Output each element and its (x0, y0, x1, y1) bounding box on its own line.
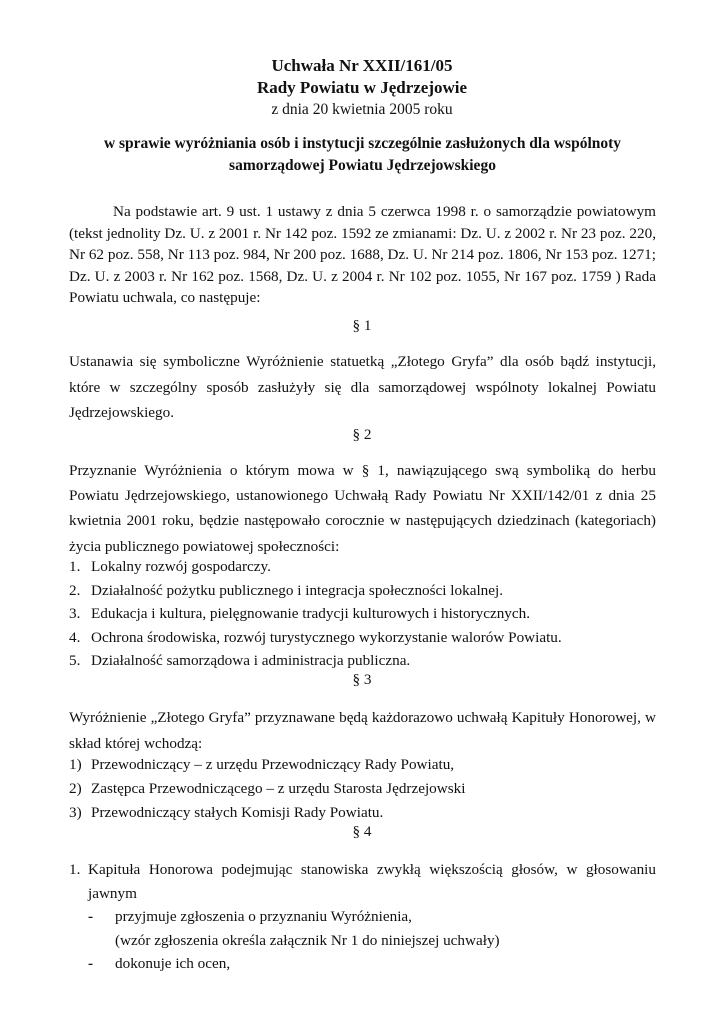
dash-bullet: - (88, 908, 94, 925)
item-number: 4. (69, 628, 81, 646)
list-item (69, 753, 656, 777)
item-text: Działalność pożytku publicznego i integracja społeczności lokalnej. (91, 581, 504, 599)
item-number: 3. (69, 605, 81, 622)
item-number: 1) (69, 756, 82, 773)
resolution-date: z dnia 20 kwietnia 2005 roku (271, 101, 453, 118)
list-item (69, 801, 656, 825)
item-text: Przewodniczący – z urzędu Przewodniczący Rady Powiatu, (91, 756, 455, 773)
item-text: Przewodniczący stałych Komisji Rady Powiatu. (91, 803, 384, 821)
list-item (69, 777, 656, 801)
list-item (69, 858, 656, 976)
list-item (69, 602, 656, 626)
subject-line-1: w sprawie wyróżniania osób i instytucji szczególnie zasłużonych dla wspólnoty (103, 135, 622, 152)
section-1-sign: § 1 (352, 317, 372, 334)
item-text: Lokalny rozwój gospodarczy. (91, 558, 271, 575)
item-text: Działalność samorządowa i administracja publiczna. (91, 652, 411, 669)
chapter-members-list (69, 753, 656, 824)
resolution-number: Uchwała Nr XXII/161/05 (271, 56, 453, 75)
section-2-sign: § 2 (352, 426, 372, 443)
item-text: Edukacja i kultura, pielęgnowanie tradycji kulturowych i historycznych. (91, 605, 531, 622)
subject-line-2: samorządowej Powiatu Jędrzejowskiego (229, 157, 496, 174)
sub-item (88, 905, 656, 952)
item-number: 5. (69, 652, 81, 669)
categories-list (69, 555, 656, 673)
duties-list (88, 905, 656, 976)
section-2-text: Przyznanie Wyróżnienia o którym mowa w § 1, nawiązującego swą symboliką do herbu Powiatu Jędrzejowskiego, ustanowionego Uchwałą Rady Powiatu Nr XXII/142/01 z dnia 25 kwietnia 2001 roku, będzie następowało corocznie w następujących dziedzinach (kategoriach) życia publicznego powiatowej społeczności: (69, 462, 656, 555)
legal-basis: Na podstawie art. 9 ust. 1 ustawy z dnia 5 czerwca 1998 r. o samorządzie powiatowym (tekst jednolity Dz. U. z 2001 r. Nr 142 poz. 1592 ze zmianami: Dz. U. z 2002 r. Nr 23 poz. 220, Nr 62 poz. 558, Nr 113 poz. 984, Nr 200 poz. 1688, Dz. U. Nr 214 poz. 1806, Nr 153 poz. 1271; Dz. U. z 2003 r. Nr 162 poz. 1568, Dz. U. z 2004 r. Nr 102 poz. 1055, Nr 167 poz. 1759 ) Rada Powiatu uchwala, co następuje: (69, 203, 656, 306)
section-4-list (69, 858, 656, 976)
section-3-sign: § 3 (352, 671, 372, 688)
sub-item-line-2: (wzór zgłoszenia określa załącznik Nr 1 do niniejszej uchwały) (115, 931, 500, 949)
list-item (69, 649, 656, 673)
list-item (69, 626, 656, 650)
item-text: Zastępca Przewodniczącego – z urzędu Starosta Jędrzejowski (91, 779, 466, 797)
item-number: 1. (69, 558, 81, 575)
item-text: Ochrona środowiska, rozwój turystycznego wykorzystanie walorów Powiatu. (91, 628, 562, 646)
section-3-text: Wyróżnienie „Złotego Gryfa” przyznawane będą każdorazowo uchwałą Kapituły Honorowej, w skład której wchodzą: (69, 709, 656, 752)
sub-item (88, 952, 656, 976)
item-number: 2. (69, 581, 81, 599)
item-text: Kapituła Honorowa podejmując stanowiska zwykłą większością głosów, w głosowaniu jawnym (88, 861, 656, 902)
item-number: 2) (69, 779, 82, 797)
sub-item-line-1: dokonuje ich ocen, (115, 955, 231, 972)
dash-bullet: - (88, 955, 94, 972)
sub-item-line-1: przyjmuje zgłoszenia o przyznaniu Wyróżnienia, (115, 908, 412, 925)
list-item (69, 555, 656, 579)
item-number: 1. (69, 861, 81, 878)
section-1-text: Ustanawia się symboliczne Wyróżnienie statuetką „Złotego Gryfa” dla osób bądź instytucji, które w szczególny sposób zasłużyły się dla samorządowej wspólnoty lokalnej Powiatu Jędrzejowskiego. (69, 353, 656, 421)
list-item (69, 579, 656, 603)
item-number: 3) (69, 803, 82, 821)
council-name: Rady Powiatu w Jędrzejowie (256, 78, 468, 97)
section-4-sign: § 4 (352, 823, 372, 840)
